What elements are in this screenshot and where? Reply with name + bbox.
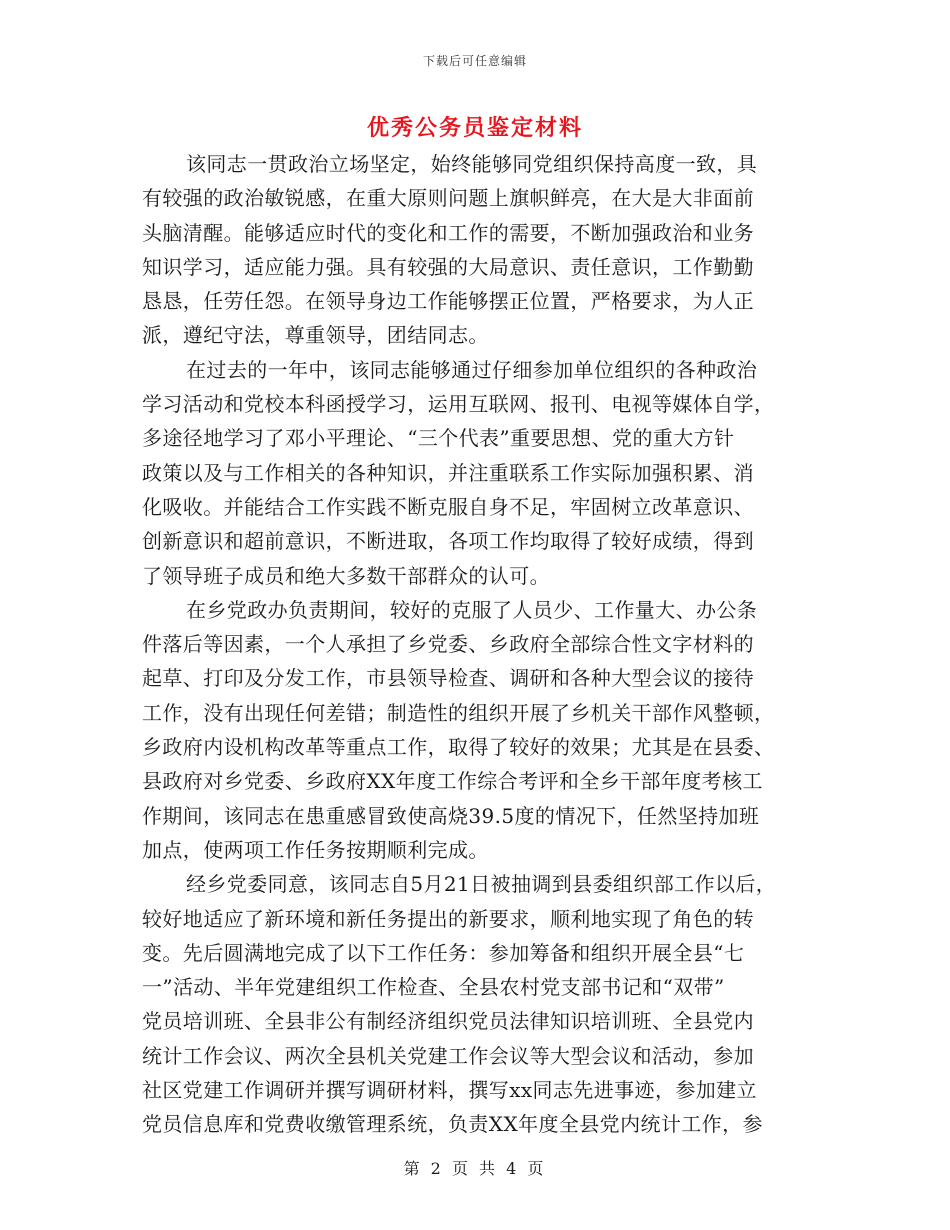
text-line: 经乡党委同意，该同志自5月21日被抽调到县委组织部工作以后， — [186, 872, 777, 897]
text-line: 在过去的一年中，该同志能够通过仔细参加单位组织的各种政治 — [186, 357, 758, 382]
text-line: 派，遵纪守法，尊重领导，团结同志。 — [142, 323, 489, 348]
text-line: 创新意识和超前意识，不断进取，各项工作均取得了较好成绩，得到 — [142, 529, 754, 554]
text-line: 在乡党政办负责期间，较好的克服了人员少、工作量大、办公条 — [186, 597, 758, 622]
text-line: 该同志一贯政治立场坚定，始终能够同党组织保持高度一致，具 — [186, 152, 758, 176]
text-line: 一”活动、半年党建组织工作检查、全县农村党支部书记和“双带” — [142, 975, 725, 1000]
text-line: 知识学习，适应能力强。具有较强的大局意识、责任意识，工作勤勤 — [142, 254, 754, 279]
document-body — [142, 147, 808, 1142]
text-line: 件落后等因素，一个人承担了乡党委、乡政府全部综合性文字材料的 — [142, 632, 754, 657]
document-title: 优秀公务员鉴定材料 — [366, 115, 583, 141]
text-line: 学习活动和党校本科函授学习，运用互联网、报刊、电视等媒体自学， — [142, 392, 775, 417]
text-line: 有较强的政治敏锐感，在重大原则问题上旗帜鲜亮，在大是大非面前 — [142, 186, 754, 211]
text-line: 起草、打印及分发工作，市县领导检查、调研和各种大型会议的接待 — [142, 666, 754, 691]
text-line: 较好地适应了新环境和新任务提出的新要求，顺利地实现了角色的转 — [142, 906, 754, 931]
text-line: 多途径地学习了邓小平理论、“三个代表”重要思想、党的重大方针 — [142, 426, 735, 451]
text-line: 头脑清醒。能够适应时代的变化和工作的需要，不断加强政治和业务 — [142, 220, 754, 245]
text-line: 化吸收。并能结合工作实践不断克服自身不足，牢固树立改革意识、 — [142, 494, 754, 519]
text-line: 了领导班子成员和绝大多数干部群众的认可。 — [142, 563, 550, 588]
text-line: 恳恳，任劳任怨。在领导身边工作能够摆正位置，严格要求，为人正 — [142, 289, 754, 314]
paragraph — [142, 593, 808, 867]
text-line: 统计工作会议、两次全县机关党建工作会议等大型会议和活动，参加 — [142, 1043, 754, 1068]
text-line: 变。先后圆满地完成了以下工作任务：参加筹备和组织开展全县“七 — [142, 940, 745, 965]
paragraph — [142, 867, 808, 1141]
text-line: 党员培训班、全县非公有制经济组织党员法律知识培训班、全县党内 — [142, 1009, 754, 1034]
text-line: 党员信息库和党费收缴管理系统，负责XX年度全县党内统计工作，参 — [142, 1112, 763, 1137]
paragraph — [142, 353, 808, 593]
paragraph — [142, 147, 808, 353]
text-line: 县政府对乡党委、乡政府XX年度工作综合考评和全乡干部年度考核工 — [142, 769, 763, 794]
page-number: 第 2 页 共 4 页 — [403, 1159, 547, 1178]
text-line: 加点，使两项工作任务按期顺利完成。 — [142, 837, 489, 862]
text-line: 政策以及与工作相关的各种知识，并注重联系工作实际加强积累、消 — [142, 460, 754, 485]
text-line: 工作，没有出现任何差错；制造性的组织开展了乡机关干部作风整顿， — [142, 700, 775, 725]
header-note: 下载后可任意编辑 — [422, 54, 527, 68]
text-line: 社区党建工作调研并撰写调研材料，撰写xx同志先进事迹，参加建立 — [142, 1078, 757, 1103]
text-line: 作期间，该同志在患重感冒致使高烧39.5度的情况下，任然坚持加班 — [142, 803, 760, 828]
text-line: 乡政府内设机构改革等重点工作，取得了较好的效果；尤其是在县委、 — [142, 735, 775, 760]
